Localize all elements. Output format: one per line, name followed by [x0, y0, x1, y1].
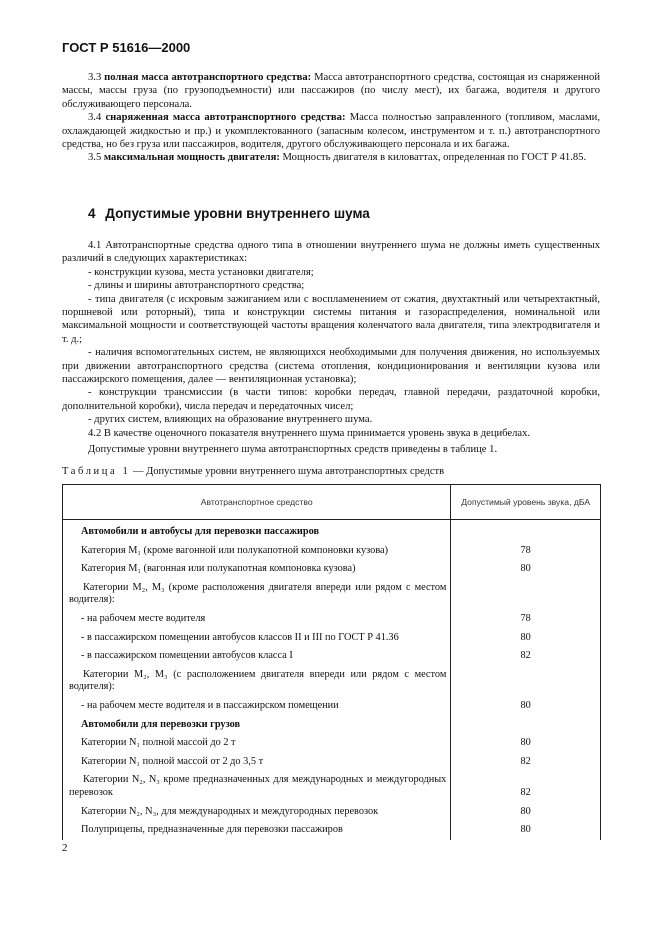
table-cell-vehicle: Категории N₁ полной массой от 2 до 3,5 т	[63, 753, 451, 772]
table-cell-vehicle: - на рабочем месте водителя и в пассажирском помещении	[63, 697, 451, 716]
table-row	[63, 803, 601, 822]
column-header-level: Допустимый уровень звука, дБА	[451, 485, 601, 520]
paragraph-table-ref: Допустимые уровни внутреннего шума автотранспортных средств приведены в таблице 1.	[88, 444, 498, 456]
table-cell-vehicle: - в пассажирском помещении автобусов классов II и III по ГОСТ Р 41.36	[63, 629, 451, 648]
table-cell-vehicle: - на рабочем месте водителя	[63, 610, 451, 629]
table-header-row	[63, 485, 601, 520]
list-item: - других систем, влияющих на образование внутреннего шума.	[88, 414, 373, 426]
table-row	[63, 697, 601, 716]
table-row	[63, 734, 601, 753]
document-header: ГОСТ Р 51616—2000	[62, 40, 191, 55]
definition-term: снаряженная масса автотранспортного средства:	[105, 112, 346, 124]
definition-text: Масса автотранспортного средства, состоящая из снаряженной массы, массы груза (по грузоподъемности) или пассажиров (по числу мест), их багажа, водителя и другого обслуживающего персонала.	[62, 72, 600, 110]
list-item: - наличия вспомогательных систем, не являющихся необходимыми для получения движения, но используемых при движении автотранспортного средства (система отопления, кондиционирования и вентиляции кузова или пассажирского помещения, далее — вентиляционная установка);	[62, 347, 600, 386]
table-cell-level: 80	[451, 560, 601, 579]
list-item: - типа двигателя (с искровым зажиганием или с воспламенением от сжатия, двухтактный или четырехтактный, поршневой или роторный), типа и конструкции системы питания и газораспределения, номинальной или максимальной мощности и соответствующей частоты вращения коленчатого вала двигателя, типа электродвигателя и т. д.;	[62, 293, 600, 345]
table-row	[63, 629, 601, 648]
table-cell-level: 80	[451, 734, 601, 753]
table-group-heading: Автомобили для перевозки грузов	[63, 716, 451, 735]
definition-term: полная масса автотранспортного средства:	[104, 72, 312, 83]
definition-text: Масса полностью заправленного (топливом, маслами, охлаждающей жидкостью и пр.) и укомплектованного (запасным колесом, инструментом и т. п.) автотранспортного средства, но без груза или пассажиров, водителя, другого обслуживающего персонала и их багажа.	[62, 112, 600, 151]
table-cell-vehicle: - в пассажирском помещении автобусов класса I	[63, 647, 451, 666]
definition-3-5: 3.5 максимальная мощность двигателя: Мощность двигателя в киловаттах, определенная по ГОСТ Р 41.85.	[88, 152, 587, 164]
section-title	[88, 206, 370, 221]
table-cell-vehicle: Полуприцепы, предназначенные для перевозки пассажиров	[63, 821, 451, 840]
definition-3-4: 3.4 снаряженная масса автотранспортного средства: Масса полностью заправленного (топливом, маслами, охлаждающей жидкостью и пр.) и укомплектованного (запасным колесом, инструментом и т. п.) автотранспортного средства, но без груза или пассажиров, водителя, другого обслуживающего персонала и их багажа.	[62, 112, 600, 151]
table-cell-level	[451, 716, 601, 735]
table-row	[63, 542, 601, 561]
table-cell-level: 78	[451, 610, 601, 629]
table-cell-vehicle: Категории N₁ полной массой до 2 т	[63, 734, 451, 753]
table-row	[63, 560, 601, 579]
table-cell-vehicle: Категории N₂, N₃, для международных и междугородных перевозок	[63, 803, 451, 822]
table-row	[63, 579, 601, 610]
table-cell-vehicle: Категория M₁ (вагонная или полукапотная компоновка кузова)	[63, 560, 451, 579]
table-cell-level	[451, 520, 601, 542]
table-cell-level: 80	[451, 803, 601, 822]
table-row	[63, 520, 601, 542]
table-cell-level: 78	[451, 542, 601, 561]
table-cell-level	[451, 579, 601, 610]
table-cell-level: 80	[451, 629, 601, 648]
table-cell-level: 82	[451, 753, 601, 772]
table-caption	[62, 466, 444, 477]
definitions-block	[62, 71, 600, 165]
table-row	[63, 821, 601, 840]
table-row	[63, 753, 601, 772]
page-number: 2	[62, 842, 68, 854]
section-title-text: Допустимые уровни внутреннего шума	[105, 206, 370, 221]
definition-text: Мощность двигателя в киловаттах, определенная по ГОСТ Р 41.85.	[282, 152, 587, 164]
list-item: - длины и ширины автотранспортного средства;	[88, 280, 305, 292]
noise-limits-table	[62, 484, 601, 840]
paragraph-4-1: 4.1 Автотранспортные средства одного типа в отношении внутреннего шума не должны иметь существенных различий в следующих характеристиках:	[62, 240, 600, 265]
definition-3-3: 3.3 полная масса автотранспортного средства: Масса автотранспортного средства, состоящая из снаряженной массы, массы груза (по грузоподъемности) или пассажиров (по числу мест), их багажа, водителя и другого обслуживающего персонала.	[62, 72, 600, 110]
table-cell-level: 82	[451, 771, 601, 802]
table-cell-level: 82	[451, 647, 601, 666]
table-cell-level: 80	[451, 821, 601, 840]
table-cell-level	[451, 666, 601, 697]
table-group-heading: Автомобили и автобусы для перевозки пассажиров	[63, 520, 451, 542]
list-item: - конструкции трансмиссии (в части типов: коробки передач, главной передачи, раздаточной коробки, дополнительной коробки), числа передач и передаточных чисел;	[62, 387, 600, 412]
table-row	[63, 610, 601, 629]
table-cell-vehicle: Категории M₂, M₃ (кроме расположения двигателя впереди или рядом с местом водителя):	[63, 579, 451, 610]
table-body	[63, 520, 601, 840]
table-row	[63, 771, 601, 802]
table-caption-text: — Допустимые уровни внутреннего шума автотранспортных средств	[130, 466, 445, 477]
table-cell-level: 80	[451, 697, 601, 716]
table-cell-vehicle: Категории M₂, M₃ (с расположением двигателя впереди или рядом с местом водителя):	[63, 666, 451, 697]
table-caption-label: Таблица 1	[62, 466, 131, 477]
table-row	[63, 716, 601, 735]
section-body	[62, 239, 600, 457]
table-cell-vehicle: Категории N₂, N₃ кроме предназначенных для международных и междугородных перевозок	[63, 771, 451, 802]
paragraph-4-2: 4.2 В качестве оценочного показателя внутреннего шума принимается уровень звука в децибелах.	[88, 427, 531, 439]
section-number: 4	[88, 206, 96, 221]
table-cell-vehicle: Категория M₁ (кроме вагонной или полукапотной компоновки кузова)	[63, 542, 451, 561]
definition-term: максимальная мощность двигателя:	[103, 152, 280, 164]
list-item: - конструкции кузова, места установки двигателя;	[88, 266, 314, 278]
table-row	[63, 666, 601, 697]
table-row	[63, 647, 601, 666]
column-header-vehicle: Автотранспортное средство	[63, 485, 451, 520]
